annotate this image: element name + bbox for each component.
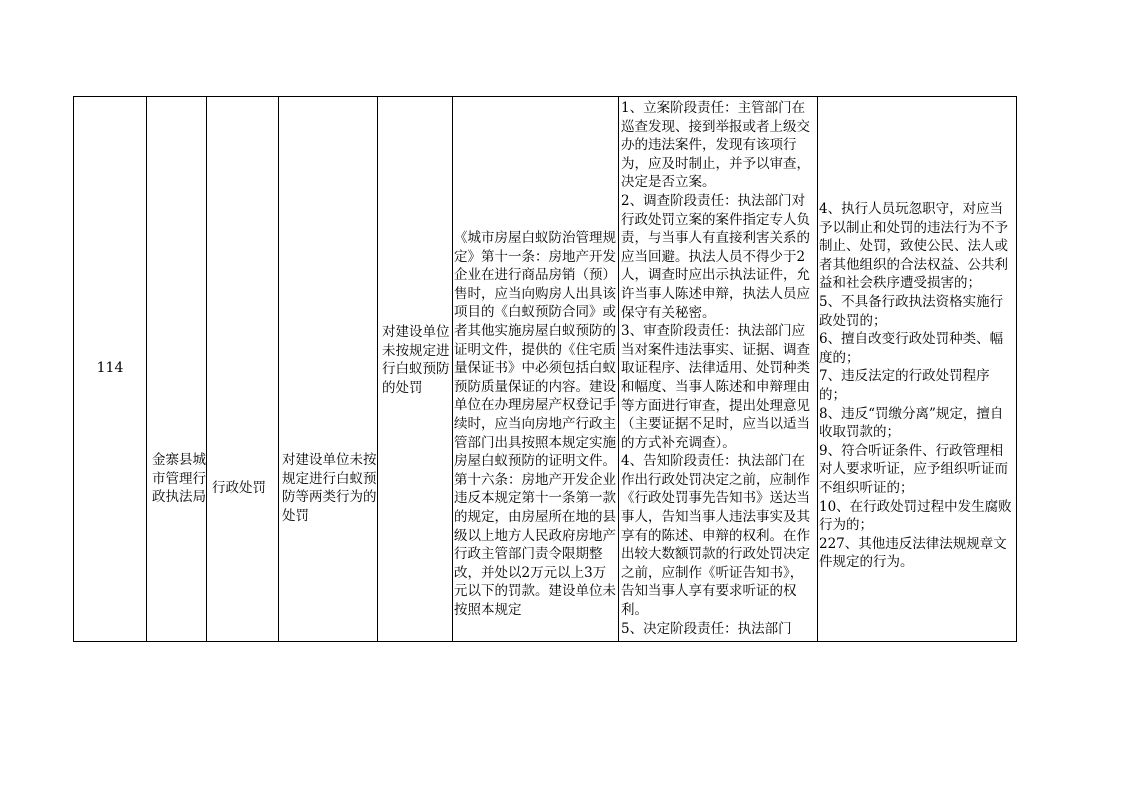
column-divider [206,97,207,641]
column-divider [146,97,147,641]
column-divider [817,97,818,641]
column-divider [278,97,279,641]
accountability-cell: 4、执行人员玩忽职守，对应当予以制止和处罚的违法行为不予制止、处罚，致使公民、法人或者其他组织的合法权益、公共利益和社会秩序遭受损害的； 5、不具备行政执法资格实施行政处罚的； 6、擅自改变行政处罚种类、幅度的； 7、违反法定的行政处罚程序的； 8、违反“罚缴分离”规定，擅自收取罚款的； 9、符合听证条件、行政管理相对人要求听证，应予组织听证而不组织听证的； 10、在行政处罚过程中发生腐败行为的； 227、其他违反法律法规规章文件规定的行为。 [819,201,1012,571]
department-cell: 金寨县城市管理行政执法局 [152,452,206,506]
sub-item-cell: 对建设单位未按规定进行白蚁预防的处罚 [382,324,450,396]
power-type-cell: 行政处罚 [212,480,266,496]
legal-basis-cell: 《城市房屋白蚁防治管理规定》第十一条：房地产开发企业在进行商品房销（预）售时，应当向购房人出具该项目的《白蚁预防合同》或者其他实施房屋白蚁预防的证明文件，提供的《住宅质量保证书》中必须包括白蚁预防质量保证的内容。建设单位在办理房屋产权登记手续时，应当向房地产行政主管部门出具按照本规定实施房屋白蚁预防的证明文件。 第十六条：房地产开发企业违反本规定第十一条第一款的规定，由房屋所在地的县级以上地方人民政府房地产行政主管部门责令限期整改，并处以2万元以上3万元以下的罚款。建设单位未按照本规定 [454,230,616,618]
column-divider [618,97,619,641]
row-number: 114 [96,360,124,376]
item-name-cell: 对建设单位未按规定进行白蚁预防等两类行为的处罚 [282,452,377,524]
column-divider [377,97,378,641]
column-divider [452,97,453,641]
responsibility-cell: 1、立案阶段责任：主管部门在巡查发现、接到举报或者上级交办的违法案件，发现有该项行为，应及时制止，并予以审查，决定是否立案。 2、调查阶段责任：执法部门对行政处罚立案的案件指定专人负责，与当事人有直接利害关系的应当回避。执法人员不得少于2人，调查时应出示执法证件，允许当事人陈述申辩，执法人员应保守有关秘密。 3、审查阶段责任：执法部门应当对案件违法事实、证据、调查取证程序、法律适用、处罚种类和幅度、当事人陈述和申辩理由等方面进行审查，提出处理意见（主要证据不足时，应当以适当的方式补充调查）。 4、告知阶段责任：执法部门在作出行政处罚决定之前，应制作《行政处罚事先告知书》送达当事人，告知当事人违法事实及其享有的陈述、申辩的权利。在作出较大数额罚款的行政处罚决定之前，应制作《听证告知书》，告知当事人享有要求听证的权利。 5、决定阶段责任：执法部门 [621,100,810,637]
power-list-table [73,96,1017,642]
